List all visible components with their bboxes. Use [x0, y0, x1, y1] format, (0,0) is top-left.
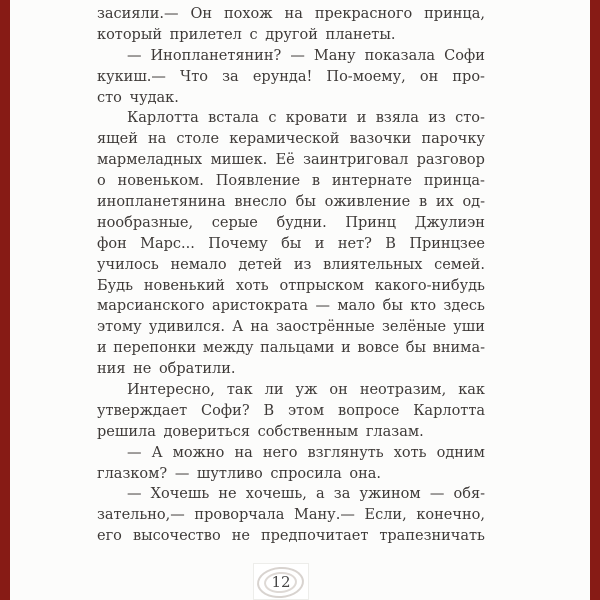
text-line: ящей на столе керамической вазочки парочку — [97, 131, 485, 148]
book-cover-edge-left — [0, 0, 10, 600]
text-line: Интересно, так ли уж он неотразим, как — [127, 382, 485, 399]
text-line: — Хочешь не хочешь, а за ужином — обя- — [127, 486, 485, 503]
page-number: 12 — [271, 573, 291, 591]
text-line: ния не обратили. — [97, 361, 236, 378]
book-cover-edge-right — [590, 0, 600, 600]
text-line: нообразные, серые будни. Принц Джулиэн — [97, 214, 485, 231]
text-line: училось немало детей из влиятельных семей. — [97, 256, 485, 273]
text-line: кукиш.— Что за ерунда! По-моему, он про- — [97, 68, 485, 85]
text-line: — Инопланетянин? — Ману показала Софи — [127, 47, 485, 64]
text-line: его высочество не предпочитает трапезничать — [97, 528, 485, 545]
text-line: этому удивился. А на заострённые зелёные уши — [97, 319, 485, 336]
text-line: фон Марс... Почему бы и нет? В Принцзее — [97, 235, 485, 252]
text-line: Карлотта встала с кровати и взяла из сто- — [127, 110, 485, 127]
text-line: который прилетел с другой планеты. — [97, 26, 396, 43]
text-line: — А можно на него взглянуть хоть одним — [127, 444, 485, 461]
text-line: мармеладных мишек. Её заинтриговал разговор — [97, 152, 485, 169]
text-line: решила довериться собственным глазам. — [97, 423, 424, 440]
text-line: и перепонки между пальцами и вовсе бы внима- — [97, 340, 485, 357]
text-line: о новеньком. Появление в интернате принца- — [97, 173, 485, 190]
text-line: утверждает Софи? В этом вопросе Карлотта — [97, 402, 485, 419]
text-line: инопланетянина внесло бы оживление в их од- — [97, 194, 485, 211]
text-line: зательно,— проворчала Ману.— Если, конечно, — [97, 507, 485, 524]
page-text-block — [97, 4, 485, 547]
text-line: сто чудак. — [97, 89, 179, 106]
text-line: глазком? — шутливо спросила она. — [97, 465, 382, 482]
text-line: Будь новенький хоть отпрыском какого-нибудь — [97, 277, 485, 294]
text-line: засияли.— Он похож на прекрасного принца, — [97, 6, 485, 22]
text-line: марсианского аристократа — мало бы кто здесь — [97, 298, 485, 315]
